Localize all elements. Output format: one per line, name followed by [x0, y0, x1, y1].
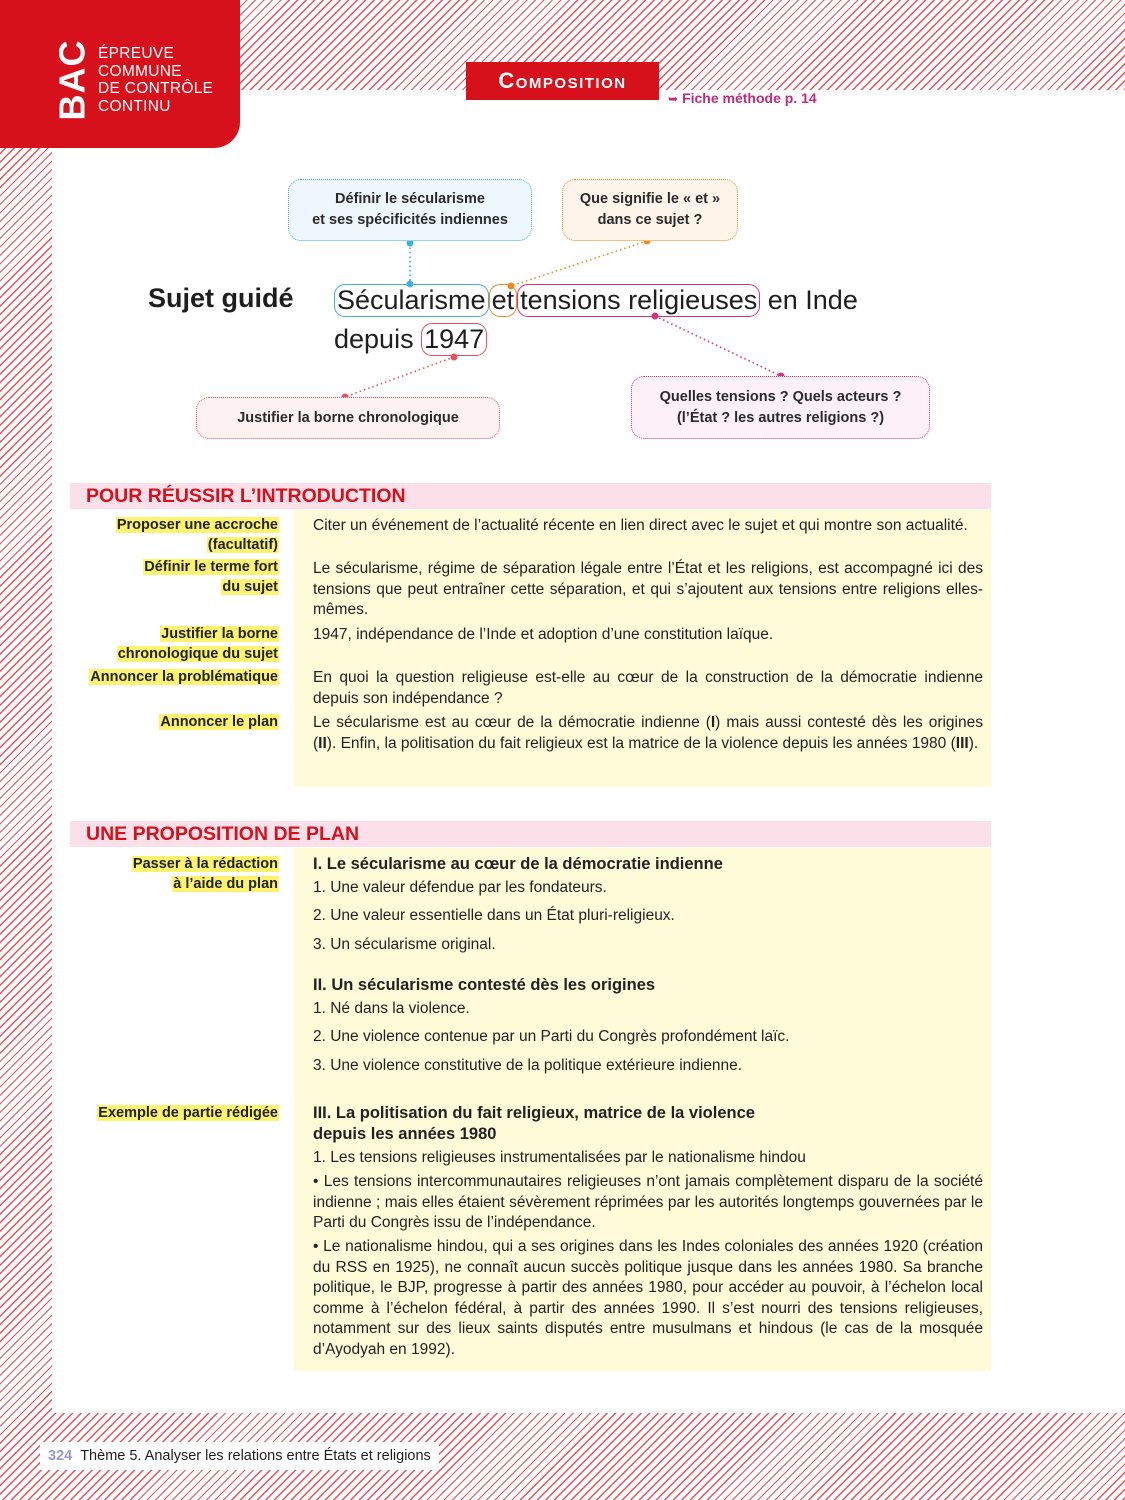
fiche-link[interactable]: ➥ Fiche méthode p. 14: [668, 90, 817, 106]
connector-blue: [407, 240, 414, 288]
plan-part2-item: 3. Une violence constitutive de la politique extérieure indienne.: [313, 1057, 743, 1074]
plan-part2-item: 1. Né dans la violence.: [313, 1000, 470, 1017]
plan-part1-title: I. Le sécularisme au cœur de la démocratie indienne: [313, 855, 723, 873]
intro-text-problematique: En quoi la question religieuse est-elle au cœur de la construction de la démocratie indienne depuis son indépendance ?: [313, 669, 983, 707]
subject-word-year: 1947: [421, 323, 487, 356]
plan-part1-item: 3. Un sécularisme original.: [313, 936, 496, 953]
subject-word-inde: en Inde: [767, 285, 858, 315]
intro-heading: POUR RÉUSSIR L’INTRODUCTION: [70, 483, 991, 509]
plan-part1-item: 2. Une valeur essentielle dans un État pluri-religieux.: [313, 907, 675, 924]
section-title: Composition: [466, 62, 659, 100]
plan-part3-paragraph-2: • Le nationalisme hindou, qui a ses origines dans les Indes coloniales des années 1920 (création du RSS en 1925), ne connaît aucun succès politique jusque dans les années 1980. Sa branche politique, le BJP, progresse à partir des années 1980, pour accéder au pouvoir, à l’échelon local comme à l’échelon fédéral, à partir des années 1990. Il s’est nourri des tensions religieuses, notamment sur des lieux saints disputés entre musulmans et hindous (le cas de la mosquée d’Ayodyah en 1992).: [313, 1238, 983, 1358]
bac-subtitle: ÉPREUVE COMMUNE DE CONTRÔLE CONTINU: [98, 45, 214, 115]
intro-label-plan: Annoncer le plan: [160, 714, 278, 730]
footer-theme: Thème 5. Analyser les relations entre États et religions: [80, 1448, 431, 1464]
connector-red: [342, 354, 458, 401]
intro-label-borne: Justifier la borne chronologique du sujet: [117, 626, 278, 662]
intro-text-plan: Le sécularisme est au cœur de la démocratie indienne (I) mais aussi contesté dès les origines (II). Enfin, la politisation du fait religieux est la matrice de la violence depuis les années 1980 (III).: [313, 714, 983, 752]
subject-line-2: [334, 323, 487, 356]
bubble-chronology: Justifier la borne chronologique: [196, 397, 500, 439]
intro-text-borne: 1947, indépendance de l’Inde et adoption d’une constitution laïque.: [313, 626, 774, 643]
subject-line-1: [334, 284, 858, 317]
plan-part3-title-l2: depuis les années 1980: [313, 1125, 497, 1143]
intro-label-accroche: Proposer une accroche (facultatif): [116, 517, 278, 553]
plan-label-redaction: Passer à la rédaction à l’aide du plan: [132, 856, 278, 892]
bubble-tensions: Quelles tensions ? Quels acteurs ? (l’État ? les autres religions ?): [631, 376, 930, 439]
plan-part3-subtitle: 1. Les tensions religieuses instrumentalisées par le nationalisme hindou: [313, 1149, 806, 1166]
subject-word-et: et: [489, 284, 518, 317]
bac-logo: BAC: [51, 39, 92, 121]
connector-orange: [508, 238, 651, 290]
subject-word-tensions: tensions religieuses: [517, 284, 760, 317]
bubble-et: Que signifie le « et » dans ce sujet ?: [562, 179, 738, 241]
sujet-label: Sujet guidé: [148, 283, 294, 313]
plan-part2-title: II. Un sécularisme contesté dès les origines: [313, 976, 656, 994]
page-number: 324: [48, 1448, 73, 1464]
intro-label-terme: Définir le terme fort du sujet: [144, 559, 278, 595]
diagram-connectors: [0, 0, 1125, 500]
arrow-right-icon: ➥: [668, 92, 679, 106]
plan-part3-paragraph-1: • Les tensions intercommunautaires religieuses n’ont jamais complètement disparu de la société indienne ; mais elles étaient sévèrement réprimées par les autorités longtemps gouvernées par le Parti du Congrès issu de l’indépendance.: [313, 1173, 983, 1231]
intro-text-terme: Le sécularisme, régime de séparation légale entre l’État et les religions, est accompagné ici des tensions que peut entraîner cette séparation, et qui s’ajoutent aux tensions entre religions elles-mêmes.: [313, 560, 983, 618]
plan-part2-item: 2. Une violence contenue par un Parti du Congrès profondément laïc.: [313, 1028, 790, 1045]
plan-part3-title: III. La politisation du fait religieux, matrice de la violence: [313, 1104, 755, 1122]
subject-word-depuis: depuis: [334, 324, 414, 354]
bubble-define: Définir le sécularisme et ses spécificités indiennes: [288, 179, 532, 241]
plan-heading: UNE PROPOSITION DE PLAN: [70, 821, 991, 847]
plan-part1-item: 1. Une valeur défendue par les fondateurs.: [313, 879, 607, 896]
page-footer: [40, 1442, 439, 1470]
connector-pink: [652, 313, 785, 380]
plan-label-exemple: Exemple de partie rédigée: [98, 1105, 278, 1121]
subject-word-secularisme: Sécularisme: [334, 284, 489, 317]
intro-label-problematique: Annoncer la problématique: [90, 669, 278, 685]
intro-text-accroche: Citer un événement de l’actualité récente en lien direct avec le sujet et qui montre son actualité.: [313, 517, 968, 534]
